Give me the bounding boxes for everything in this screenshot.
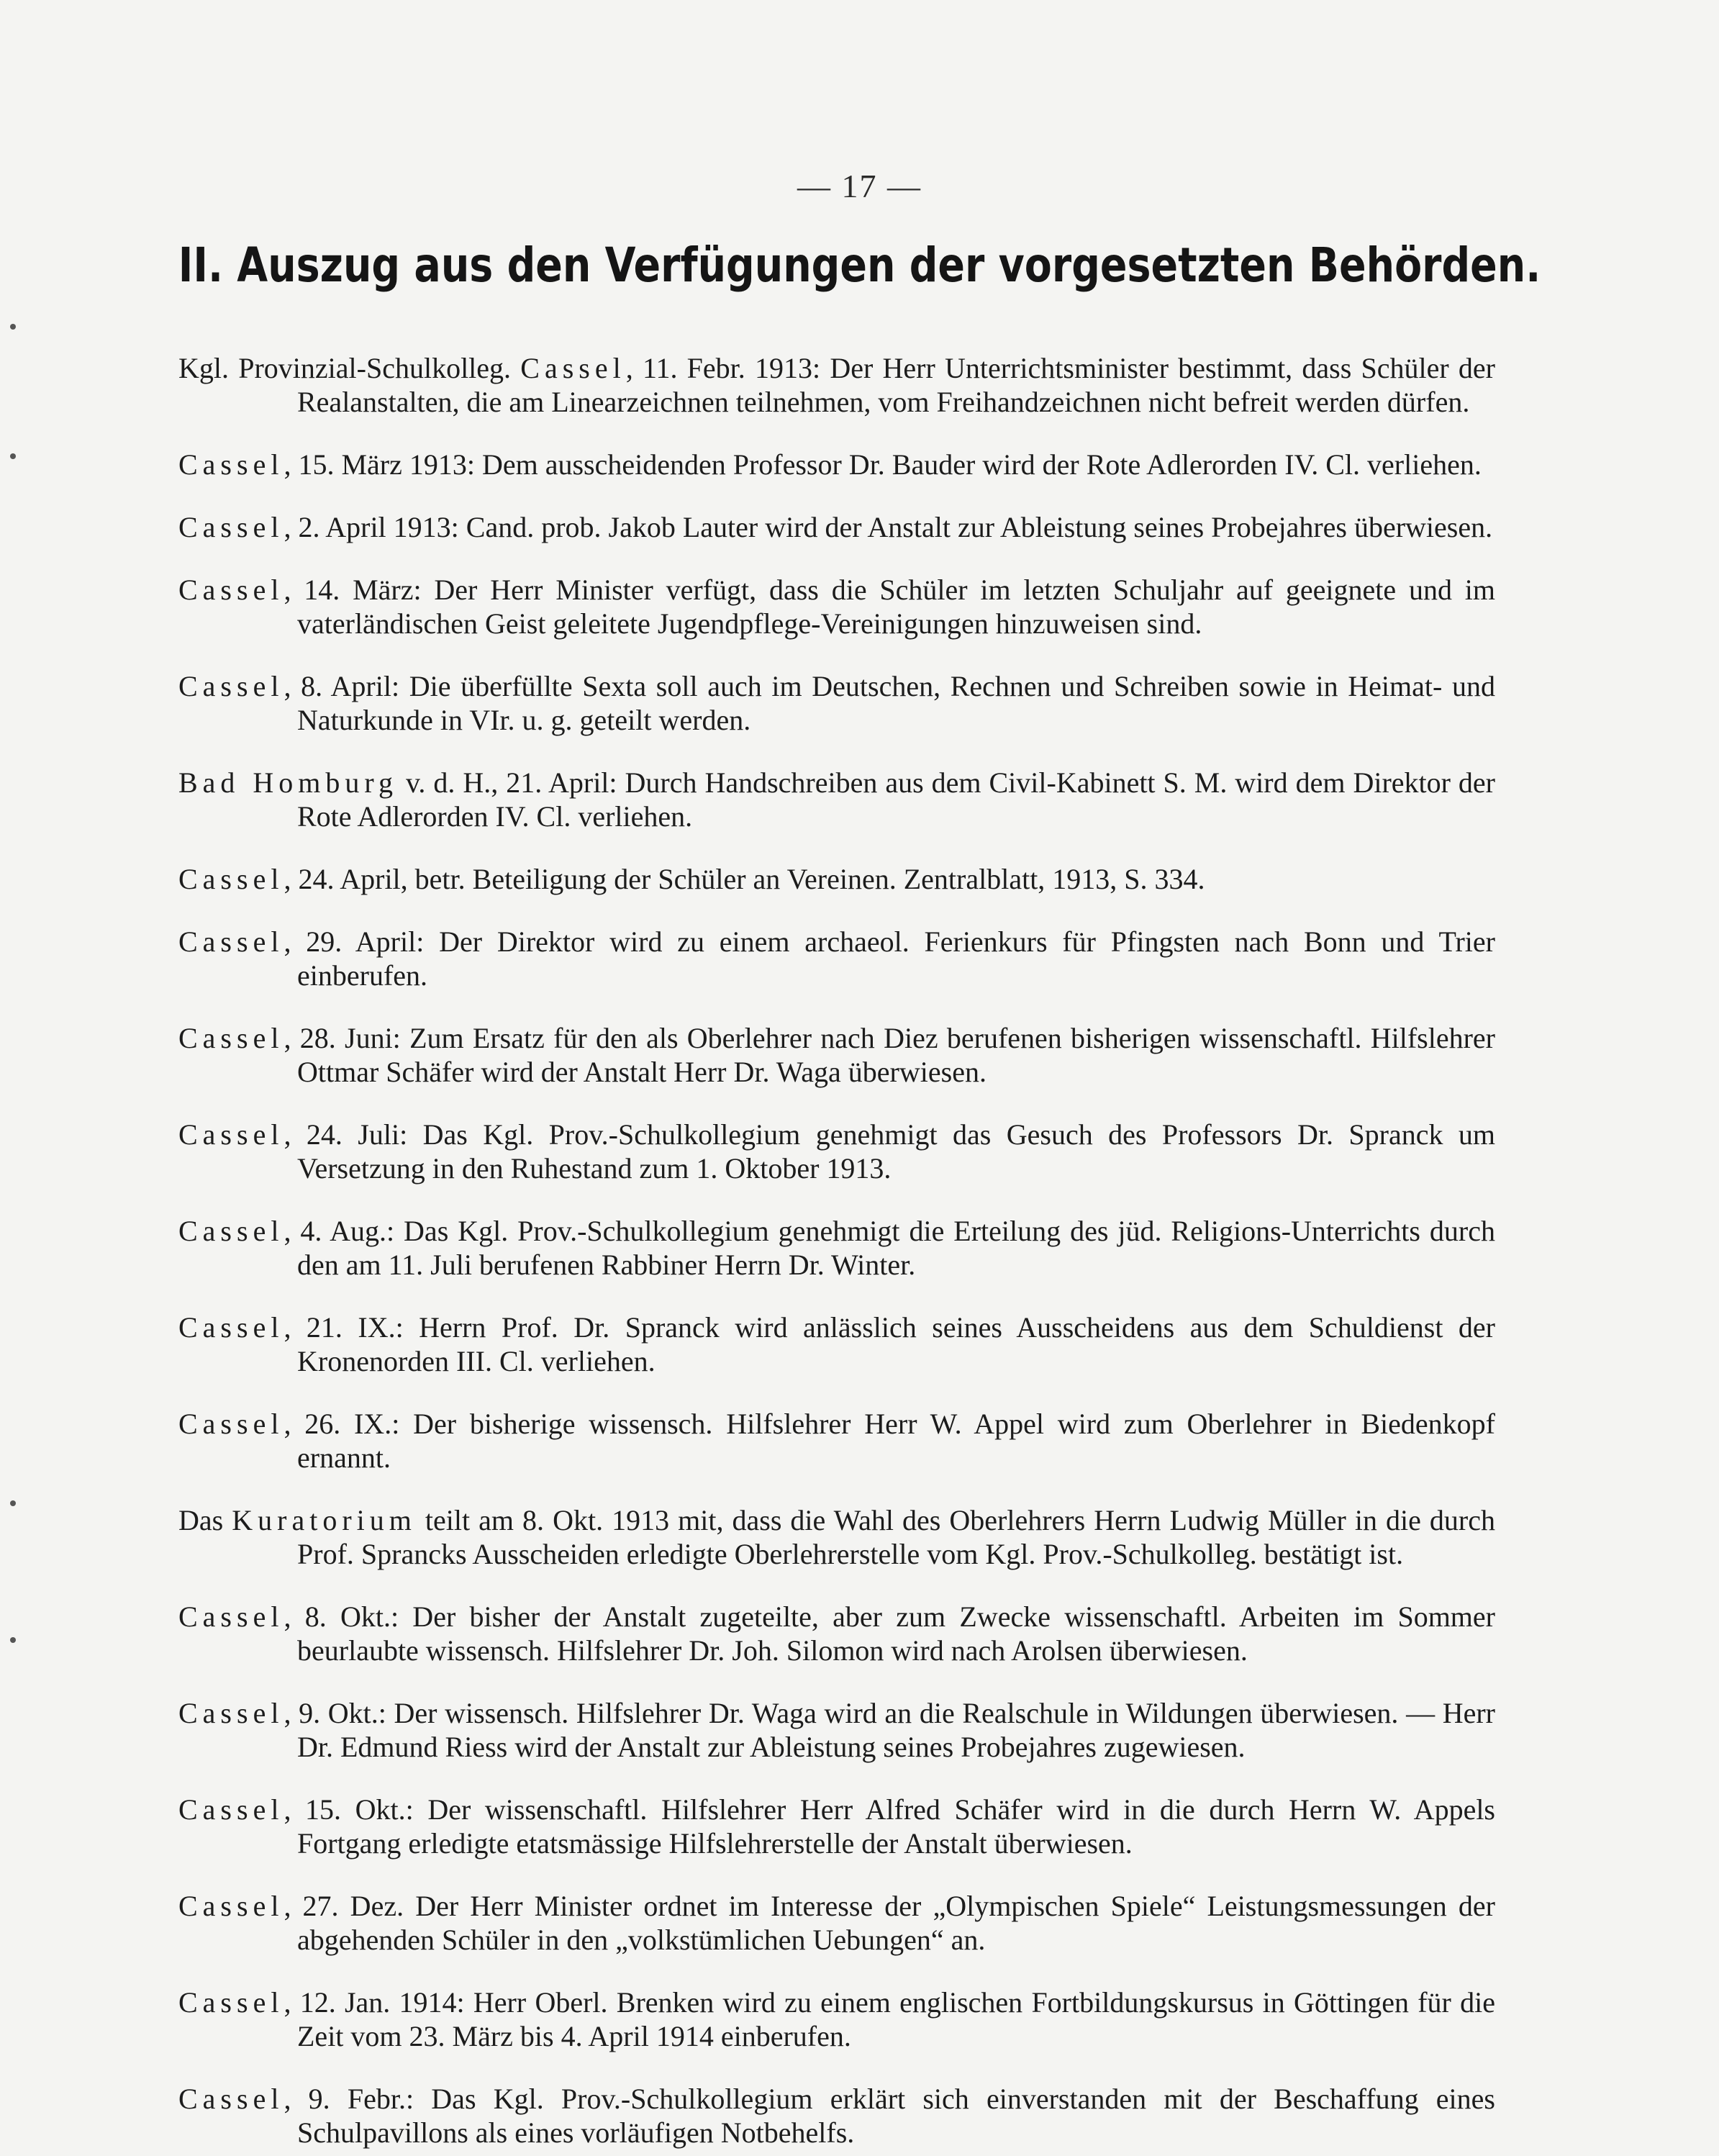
entry-place: Cassel xyxy=(520,352,626,384)
decree-entry xyxy=(178,1985,1495,2053)
decree-entry xyxy=(178,448,1495,481)
entry-text: , 9. Okt.: Der wissensch. Hilfslehrer Dr. Waga wird an die Realschule in Wildungen überwiesen. — Herr Dr. Edmund Riess wird der Anstalt zur Ableistung seines Probejahres zugewiesen. xyxy=(284,1697,1495,1763)
entry-lead: Das xyxy=(178,1504,232,1536)
decree-entry xyxy=(178,351,1495,419)
entry-place: Cassel xyxy=(178,1986,284,2019)
entry-lead: Kgl. Provinzial-Schulkolleg. xyxy=(178,352,521,384)
entry-text: , 24. April, betr. Beteiligung der Schüler an Vereinen. Zentralblatt, 1913, S. 334. xyxy=(284,863,1205,895)
decree-entry xyxy=(178,1021,1495,1089)
entry-text: , 12. Jan. 1914: Herr Oberl. Brenken wird zu einem englischen Fortbildungskursus in Göttingen für die Zeit vom 23. März bis 4. April 1914 einberufen. xyxy=(284,1986,1495,2052)
decree-list xyxy=(178,322,1495,2156)
decree-entry xyxy=(178,1889,1495,1957)
decree-entry xyxy=(178,2082,1495,2150)
decree-entry xyxy=(178,1600,1495,1667)
margin-speck xyxy=(10,1500,16,1506)
entry-text: , 14. März: Der Herr Minister verfügt, dass die Schüler im letzten Schuljahr auf geeignete und im vaterländischen Geist geleitete Jugendpflege-Vereinigungen hinzuweisen sind. xyxy=(284,574,1495,640)
entry-place: Cassel xyxy=(178,1793,284,1826)
entry-place: Cassel xyxy=(178,1890,284,1922)
entry-text: , 15. Okt.: Der wissenschaftl. Hilfslehrer Herr Alfred Schäfer wird in die durch Herrn W. Appels Fortgang erledigte etatsmässige Hilfslehrerstelle der Anstalt überwiesen. xyxy=(284,1793,1495,1860)
entry-text: , 27. Dez. Der Herr Minister ordnet im Interesse der „Olympischen Spiele“ Leistungsmessungen der abgehenden Schüler in den „volkstümlichen Uebungen“ an. xyxy=(284,1890,1495,1956)
entry-place: Cassel xyxy=(178,448,284,481)
decree-entry xyxy=(178,1214,1495,1282)
decree-entry xyxy=(178,1696,1495,1764)
entry-place: Cassel xyxy=(178,925,284,958)
entry-text: , 29. April: Der Direktor wird zu einem archaeol. Ferienkurs für Pfingsten nach Bonn und Trier einberufen. xyxy=(284,925,1495,992)
decree-entry xyxy=(178,1118,1495,1185)
margin-speck xyxy=(10,453,16,459)
entry-text: v. d. H., 21. April: Durch Handschreiben aus dem Civil-Kabinett S. M. wird dem Direktor der Rote Adlerorden IV. Cl. verliehen. xyxy=(297,766,1495,833)
entry-text: , 15. März 1913: Dem ausscheidenden Professor Dr. Bauder wird der Rote Adlerorden IV. Cl. verliehen. xyxy=(284,448,1482,481)
entry-place: Cassel xyxy=(178,670,284,702)
entry-place: Bad Homburg xyxy=(178,766,399,799)
entry-place: Cassel xyxy=(178,574,284,606)
entry-place: Cassel xyxy=(178,1311,284,1344)
entry-place: Cassel xyxy=(178,2083,284,2115)
page-number: — 17 — xyxy=(797,168,922,204)
margin-speck xyxy=(10,1637,16,1643)
entry-text: , 28. Juni: Zum Ersatz für den als Oberlehrer nach Diez berufenen bisherigen wissenschaftl. Hilfslehrer Ottmar Schäfer wird der Anstalt Herr Dr. Waga überwiesen. xyxy=(284,1022,1495,1088)
decree-entry xyxy=(178,925,1495,992)
entry-place: Cassel xyxy=(178,1118,284,1151)
entry-text: , 8. April: Die überfüllte Sexta soll auch im Deutschen, Rechnen und Schreiben sowie in Heimat- und Naturkunde in VIr. u. g. geteilt werden. xyxy=(284,670,1495,736)
entry-place: Cassel xyxy=(178,511,284,543)
margin-speck xyxy=(10,324,16,330)
entry-place: Kuratorium xyxy=(232,1504,417,1536)
decree-entry xyxy=(178,573,1495,640)
entry-text: , 8. Okt.: Der bisher der Anstalt zugeteilte, aber zum Zwecke wissenschaftl. Arbeiten im Sommer beurlaubte wissensch. Hilfslehrer Dr. Joh. Silomon wird nach Arolsen überwiesen. xyxy=(284,1600,1495,1667)
decree-entry xyxy=(178,1793,1495,1860)
entry-place: Cassel xyxy=(178,1022,284,1054)
entry-text: , 11. Febr. 1913: Der Herr Unterrichtsminister bestimmt, dass Schüler der Realanstalten, die am Linearzeichnen teilnehmen, vom Freihandzeichnen nicht befreit werden dürfen. xyxy=(297,352,1495,418)
decree-entry xyxy=(178,1407,1495,1475)
decree-entry xyxy=(178,1503,1495,1571)
decree-entry xyxy=(178,1310,1495,1378)
entry-text: , 24. Juli: Das Kgl. Prov.-Schulkollegium genehmigt das Gesuch des Professors Dr. Spranck um Versetzung in den Ruhestand zum 1. Oktober 1913. xyxy=(284,1118,1495,1185)
entry-place: Cassel xyxy=(178,1408,284,1440)
entry-text: , 26. IX.: Der bisherige wissensch. Hilfslehrer Herr W. Appel wird zum Oberlehrer in Biedenkopf ernannt. xyxy=(284,1408,1495,1474)
entry-text: , 21. IX.: Herrn Prof. Dr. Spranck wird anlässlich seines Ausscheidens aus dem Schuldienst der Kronenorden III. Cl. verliehen. xyxy=(284,1311,1495,1377)
decree-entry xyxy=(178,510,1495,544)
entry-place: Cassel xyxy=(178,1697,284,1729)
entry-text: , 9. Febr.: Das Kgl. Prov.-Schulkollegium erklärt sich einverstanden mit der Beschaffung eines Schulpavillons als eines vorläufigen Notbehelfs. xyxy=(284,2083,1495,2149)
entry-place: Cassel xyxy=(178,1215,284,1247)
section-heading: II. Auszug aus den Verfügungen der vorgesetzten Behörden. xyxy=(178,237,1541,293)
decree-entry xyxy=(178,669,1495,737)
decree-entry xyxy=(178,862,1495,896)
entry-text: teilt am 8. Okt. 1913 mit, dass die Wahl des Oberlehrers Herrn Ludwig Müller in die durch Prof. Sprancks Ausscheiden erledigte Oberlehrerstelle vom Kgl. Prov.-Schulkolleg. bestätigt ist. xyxy=(297,1504,1496,1570)
entry-place: Cassel xyxy=(178,863,284,895)
entry-place: Cassel xyxy=(178,1600,284,1633)
decree-entry xyxy=(178,766,1495,833)
entry-text: , 2. April 1913: Cand. prob. Jakob Lauter wird der Anstalt zur Ableistung seines Probejahres überwiesen. xyxy=(284,511,1493,543)
entry-text: , 4. Aug.: Das Kgl. Prov.-Schulkollegium genehmigt die Erteilung des jüd. Religions-Unterrichts durch den am 11. Juli berufenen Rabbiner Herrn Dr. Winter. xyxy=(284,1215,1495,1281)
